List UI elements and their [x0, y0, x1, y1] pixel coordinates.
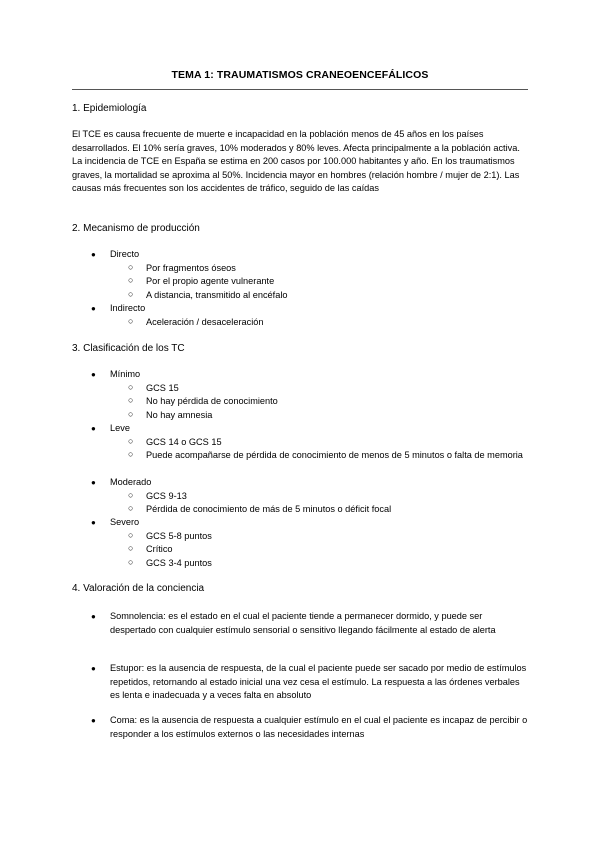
list-item: Estupor: es la ausencia de respuesta, de la cual el paciente puede ser sacado por medio de estímulos repetidos, retornando al estado inicial una vez cesa el estímulo. La respuesta a las órdenes verbales es lenta e inadecuada y a veces falta en absoluto [110, 663, 527, 701]
circle-bullet-icon: ○ [128, 436, 134, 446]
sub-list-item: Crítico [146, 544, 173, 554]
bullet-icon: ● [91, 518, 96, 527]
sub-list-item: No hay pérdida de conocimiento [146, 396, 278, 406]
bullet-icon: ● [91, 478, 96, 487]
sub-list-item: Pérdida de conocimiento de más de 5 minutos o déficit focal [146, 504, 392, 514]
bullet-icon: ● [91, 250, 96, 259]
sub-list-item: Por el propio agente vulnerante [146, 276, 275, 286]
circle-bullet-icon: ○ [128, 449, 134, 459]
sub-list-item: No hay amnesia [146, 410, 213, 420]
section-heading-valoracion: 4. Valoración de la conciencia [72, 583, 205, 594]
sub-list-item: GCS 5-8 puntos [146, 531, 212, 541]
list-item: Somnolencia: es el estado en el cual el paciente tiende a permanecer dormido, y puede ser despertado con cualquier estímulo sensorial o sensitivo llegando fácilmente al estado de alerta [110, 611, 496, 635]
circle-bullet-icon: ○ [128, 409, 134, 419]
circle-bullet-icon: ○ [128, 490, 134, 500]
sub-list-item: Aceleración / desaceleración [146, 317, 264, 327]
epidemiologia-paragraph: El TCE es causa frecuente de muerte e incapacidad en la población menos de 45 años en los países desarrollados. El 10% sería graves, 10% moderados y 80% leves. Afecta principalmente a la población activa. La incidencia de TCE en España se estima en 200 casos por 100.000 habitantes y año. En los traumatismos graves, la mortalidad se aproxima al 50%. Incidencia mayor en hombres (relación hombre / mujer de 2:1). Las causas más frecuentes son los accidentes de tráfico, seguido de las caídas [72, 129, 520, 194]
list-item: Severo [110, 517, 140, 527]
circle-bullet-icon: ○ [128, 262, 134, 272]
bullet-icon: ● [91, 716, 96, 725]
list-item: Directo [110, 249, 140, 259]
circle-bullet-icon: ○ [128, 275, 134, 285]
section-heading-clasificacion: 3. Clasificación de los TC [72, 343, 185, 354]
circle-bullet-icon: ○ [128, 557, 134, 567]
section-heading-epidemiologia: 1. Epidemiología [72, 103, 147, 114]
sub-list-item: A distancia, transmitido al encéfalo [146, 290, 288, 300]
bullet-icon: ● [91, 664, 96, 673]
sub-list-item: GCS 9-13 [146, 491, 187, 501]
sub-list-item: GCS 15 [146, 383, 179, 393]
section-heading-mecanismo: 2. Mecanismo de producción [72, 223, 200, 234]
list-item: Mínimo [110, 369, 141, 379]
circle-bullet-icon: ○ [128, 530, 134, 540]
circle-bullet-icon: ○ [128, 382, 134, 392]
sub-list-item: Por fragmentos óseos [146, 263, 236, 273]
sub-list-item: GCS 3-4 puntos [146, 558, 212, 568]
circle-bullet-icon: ○ [128, 543, 134, 553]
list-item: Indirecto [110, 303, 146, 313]
list-item: Leve [110, 423, 130, 433]
list-item: Coma: es la ausencia de respuesta a cualquier estímulo en el cual el paciente es incapaz de percibir o responder a los estímulos externos o las necesidades internas [110, 715, 528, 739]
bullet-icon: ● [91, 370, 96, 379]
sub-list-item: Puede acompañarse de pérdida de conocimiento de menos de 5 minutos o falta de memoria [146, 450, 523, 460]
title-divider [72, 89, 528, 90]
circle-bullet-icon: ○ [128, 395, 134, 405]
bullet-icon: ● [91, 612, 96, 621]
bullet-icon: ● [91, 304, 96, 313]
circle-bullet-icon: ○ [128, 503, 134, 513]
circle-bullet-icon: ○ [128, 289, 134, 299]
sub-list-item: GCS 14 o GCS 15 [146, 437, 222, 447]
page-title: TEMA 1: TRAUMATISMOS CRANEOENCEFÁLICOS [171, 69, 429, 81]
circle-bullet-icon: ○ [128, 316, 134, 326]
bullet-icon: ● [91, 424, 96, 433]
list-item: Moderado [110, 477, 152, 487]
